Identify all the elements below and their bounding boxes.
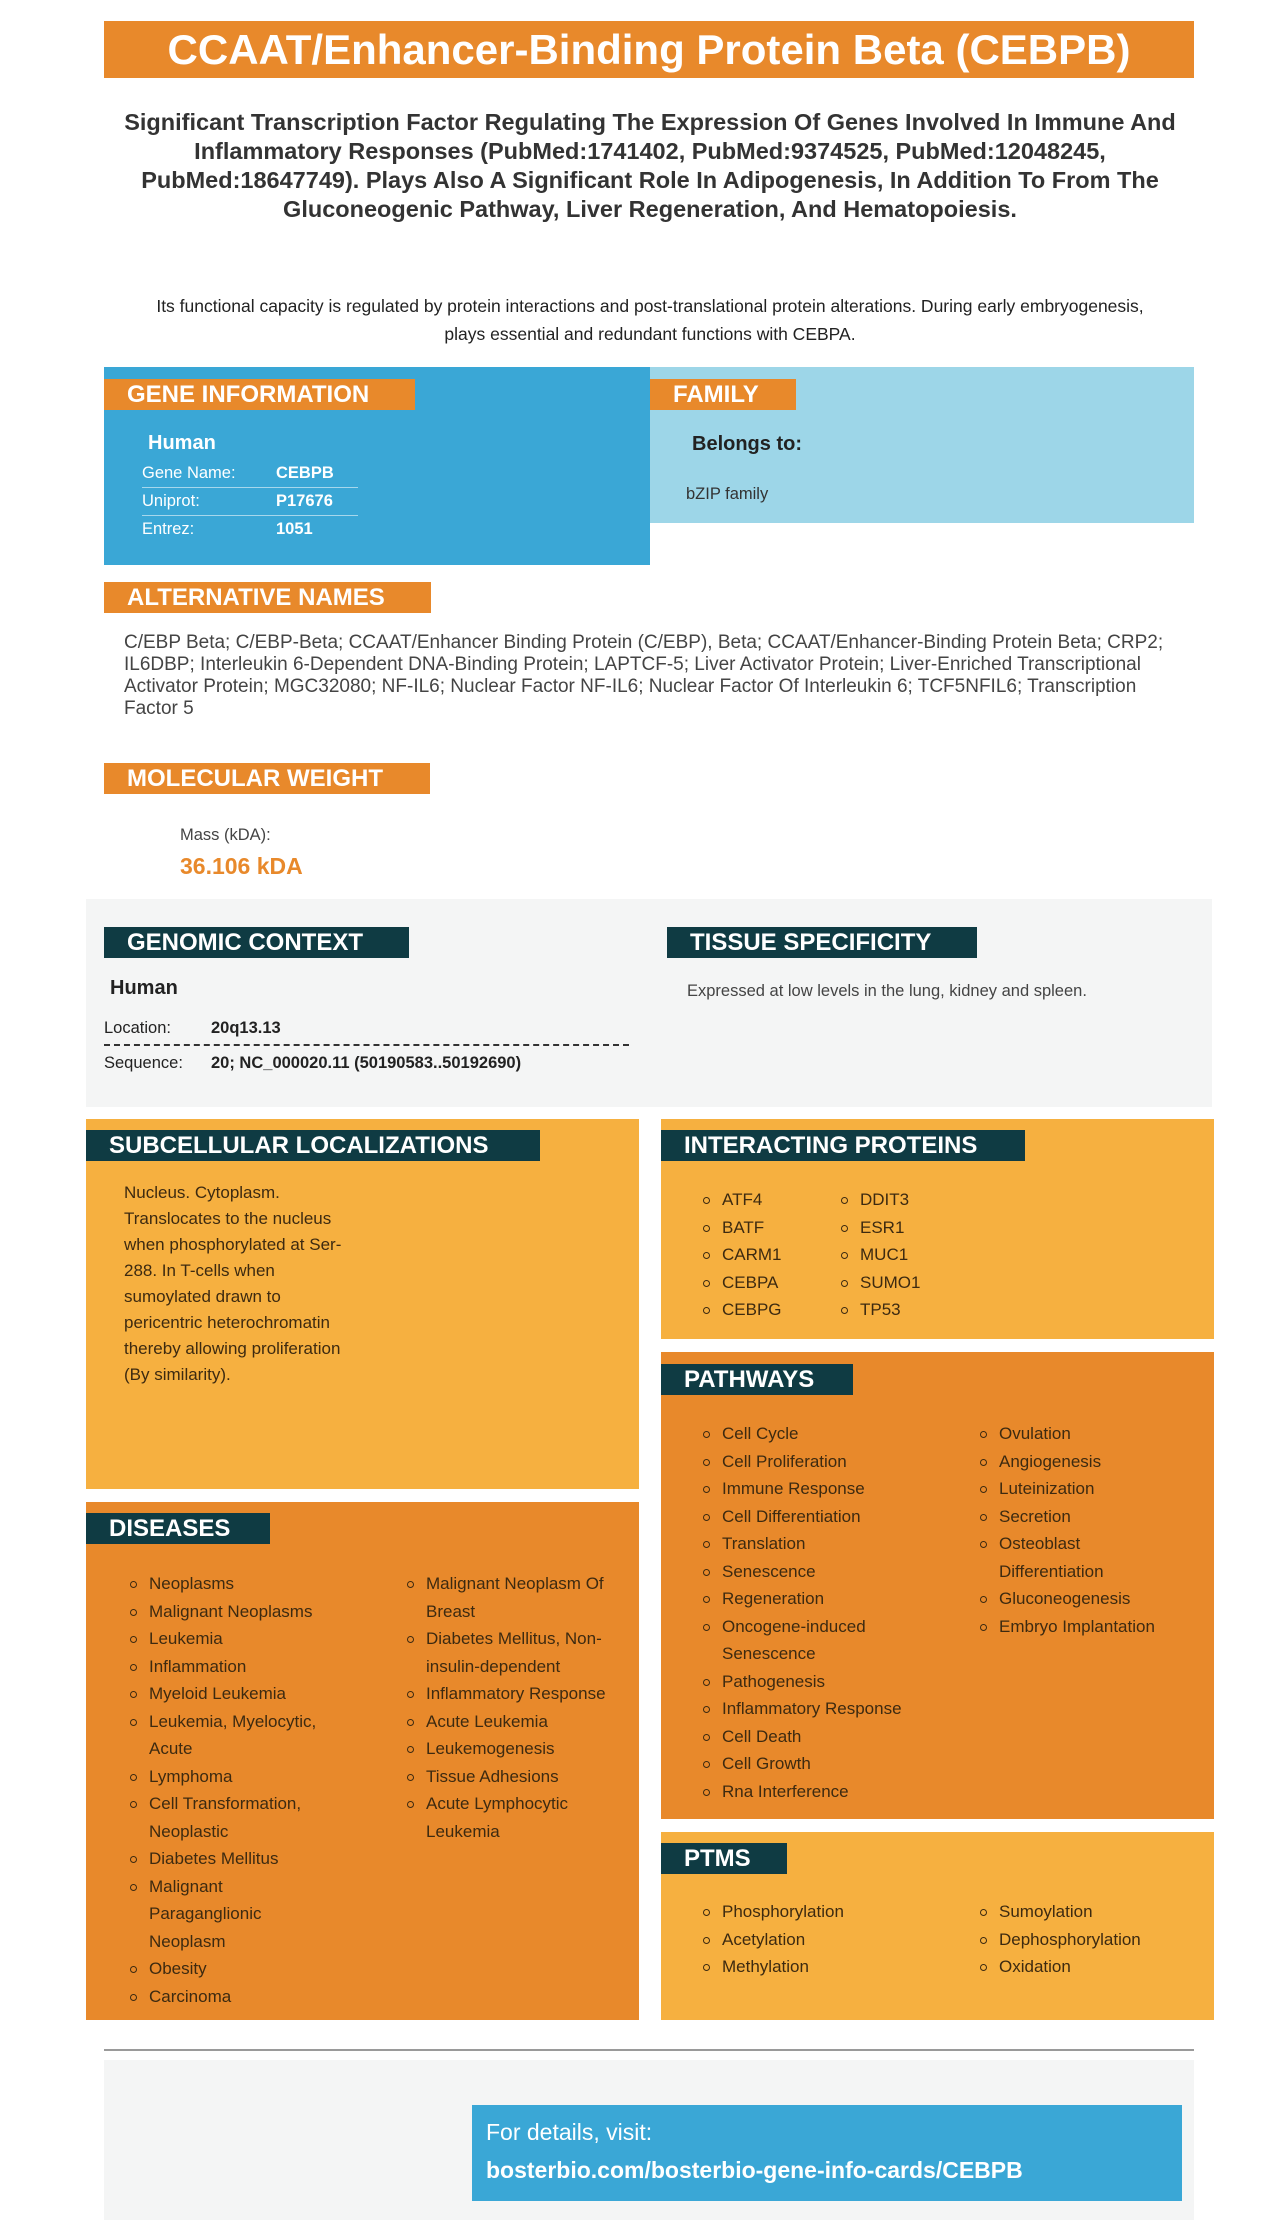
footer-url-link[interactable]: bosterbio.com/bosterbio-gene-info-cards/CEBPB xyxy=(486,2157,1023,2183)
location-row xyxy=(104,1019,629,1046)
pathways-header: PATHWAYS xyxy=(661,1364,853,1395)
list-item: Methylation xyxy=(703,1953,943,1981)
list-item: Acute Lymphocytic Leukemia xyxy=(407,1790,597,1845)
ptms-col2 xyxy=(980,1898,1200,1981)
list-item: Luteinization xyxy=(980,1475,1200,1503)
list-item: Myeloid Leukemia xyxy=(130,1680,350,1708)
list-item: Leukemogenesis xyxy=(407,1735,627,1763)
sequence-row xyxy=(104,1054,629,1078)
ptms-header: PTMS xyxy=(661,1843,787,1874)
gene-name-row xyxy=(142,460,358,488)
entrez-value: 1051 xyxy=(276,520,313,538)
list-item: Tissue Adhesions xyxy=(407,1763,627,1791)
list-item: Dephosphorylation xyxy=(980,1926,1200,1954)
entrez-row xyxy=(142,516,358,544)
list-item: Cell Proliferation xyxy=(703,1448,943,1476)
list-item: Senescence xyxy=(703,1558,943,1586)
sequence-value: 20; NC_000020.11 (50190583..50192690) xyxy=(211,1054,522,1072)
alternative-names-header: ALTERNATIVE NAMES xyxy=(104,582,431,613)
list-item: Leukemia xyxy=(130,1625,350,1653)
genomic-organism: Human xyxy=(110,977,178,999)
interacting-proteins-col1 xyxy=(703,1186,782,1324)
list-item: Rna Interference xyxy=(703,1778,943,1806)
gene-name-value: CEBPB xyxy=(276,464,334,482)
list-item: Embryo Implantation xyxy=(980,1613,1200,1641)
uniprot-label: Uniprot: xyxy=(142,492,200,510)
gene-organism: Human xyxy=(148,432,216,454)
list-item: Translation xyxy=(703,1530,943,1558)
ptms-col1 xyxy=(703,1898,943,1981)
uniprot-value: P17676 xyxy=(276,492,333,510)
list-item: Oxidation xyxy=(980,1953,1200,1981)
genomic-context-header: GENOMIC CONTEXT xyxy=(104,927,409,958)
list-item: Carcinoma xyxy=(130,1983,350,2011)
uniprot-row xyxy=(142,488,358,516)
list-item: DDIT3 xyxy=(841,1186,920,1214)
list-item: SUMO1 xyxy=(841,1269,920,1297)
list-item: Osteoblast Differentiation xyxy=(980,1530,1130,1585)
page-subtitle: Significant Transcription Factor Regulating The Expression Of Genes Involved In Immune And Inflammatory Responses (PubMed:1741402, PubMed:9374525, PubMed:12048245, PubMed:18647749). Plays Also A Significant Role In Adipogenesis, In Addition To From The Gluconeogenic Pathway, Liver Regeneration, And Hematopoiesis. xyxy=(124,109,1176,222)
diseases-col2 xyxy=(407,1570,627,1845)
sequence-label: Sequence: xyxy=(104,1054,183,1072)
list-item: Gluconeogenesis xyxy=(980,1585,1200,1613)
page-title: CCAAT/Enhancer-Binding Protein Beta (CEBPB) xyxy=(104,21,1194,78)
list-item: Oncogene-induced Senescence xyxy=(703,1613,943,1668)
list-item: Angiogenesis xyxy=(980,1448,1200,1476)
family-value: bZIP family xyxy=(686,485,769,503)
mass-value: 36.106 kDA xyxy=(180,853,303,879)
family-header: FAMILY xyxy=(650,379,796,410)
list-item: Neoplasms xyxy=(130,1570,350,1598)
family-belongs-label: Belongs to: xyxy=(692,433,802,455)
list-item: Diabetes Mellitus xyxy=(130,1845,350,1873)
list-item: Pathogenesis xyxy=(703,1668,943,1696)
subcellular-text: Nucleus. Cytoplasm. Translocates to the nucleus when phosphorylated at Ser-288. In T-cells when sumoylated drawn to pericentric heterochromatin thereby allowing proliferation (By similarity). xyxy=(124,1183,342,1384)
list-item: Ovulation xyxy=(980,1420,1200,1448)
list-item: Malignant Paraganglionic Neoplasm xyxy=(130,1873,280,1956)
list-item: Sumoylation xyxy=(980,1898,1200,1926)
pathways-col1 xyxy=(703,1420,943,1805)
list-item: Cell Cycle xyxy=(703,1420,943,1448)
list-item: Inflammatory Response xyxy=(407,1680,627,1708)
list-item: Cell Transformation, Neoplastic xyxy=(130,1790,320,1845)
list-item: Leukemia, Myelocytic, Acute xyxy=(130,1708,330,1763)
list-item: Phosphorylation xyxy=(703,1898,943,1926)
list-item: Obesity xyxy=(130,1955,350,1983)
list-item: Acetylation xyxy=(703,1926,943,1954)
list-item: Secretion xyxy=(980,1503,1200,1531)
list-item: Inflammatory Response xyxy=(703,1695,943,1723)
list-item: Regeneration xyxy=(703,1585,943,1613)
list-item: CARM1 xyxy=(703,1241,782,1269)
gene-name-label: Gene Name: xyxy=(142,464,236,482)
list-item: Malignant Neoplasm Of Breast xyxy=(407,1570,617,1625)
gene-info-header: GENE INFORMATION xyxy=(104,379,415,410)
list-item: CEBPA xyxy=(703,1269,782,1297)
list-item: ESR1 xyxy=(841,1214,920,1242)
location-value: 20q13.13 xyxy=(211,1019,281,1037)
diseases-col1 xyxy=(130,1570,350,2010)
list-item: Cell Differentiation xyxy=(703,1503,943,1531)
subcellular-header: SUBCELLULAR LOCALIZATIONS xyxy=(86,1130,540,1161)
entrez-label: Entrez: xyxy=(142,520,195,538)
list-item: Cell Death xyxy=(703,1723,943,1751)
list-item: CEBPG xyxy=(703,1296,782,1324)
list-item: MUC1 xyxy=(841,1241,920,1269)
list-item: Lymphoma xyxy=(130,1763,350,1791)
list-item: Diabetes Mellitus, Non-insulin-dependent xyxy=(407,1625,617,1680)
interacting-proteins-col2 xyxy=(841,1186,920,1324)
list-item: Acute Leukemia xyxy=(407,1708,627,1736)
list-item: BATF xyxy=(703,1214,782,1242)
footer-label: For details, visit: xyxy=(486,2119,653,2145)
molecular-weight-header: MOLECULAR WEIGHT xyxy=(104,763,430,794)
footer-divider xyxy=(104,2049,1194,2051)
footer-link-box[interactable] xyxy=(472,2105,1182,2201)
pathways-col2 xyxy=(980,1420,1200,1640)
list-item: Immune Response xyxy=(703,1475,943,1503)
list-item: Inflammation xyxy=(130,1653,350,1681)
list-item: TP53 xyxy=(841,1296,920,1324)
mass-label: Mass (kDA): xyxy=(180,826,271,844)
page-description: Its functional capacity is regulated by protein interactions and post-translational protein alterations. During early embryogenesis, plays essential and redundant functions with CEBPA. xyxy=(156,296,1144,344)
tissue-specificity-text: Expressed at low levels in the lung, kidney and spleen. xyxy=(687,982,1087,1000)
tissue-specificity-header: TISSUE SPECIFICITY xyxy=(667,927,977,958)
list-item: ATF4 xyxy=(703,1186,782,1214)
location-label: Location: xyxy=(104,1019,171,1037)
interacting-proteins-header: INTERACTING PROTEINS xyxy=(661,1130,1025,1161)
list-item: Malignant Neoplasms xyxy=(130,1598,350,1626)
diseases-header: DISEASES xyxy=(86,1513,270,1544)
alternative-names-text: C/EBP Beta; C/EBP-Beta; CCAAT/Enhancer Binding Protein (C/EBP), Beta; CCAAT/Enhancer-Binding Protein Beta; CRP2; IL6DBP; Interleukin 6-Dependent DNA-Binding Protein; LAPTCF-5; Liver Activator Protein; Liver-Enriched Transcriptional Activator Protein; MGC32080; NF-IL6; Nuclear Factor NF-IL6; Nuclear Factor Of Interleukin 6; TCF5NFIL6; Transcription Factor 5 xyxy=(124,632,1164,719)
list-item: Cell Growth xyxy=(703,1750,943,1778)
